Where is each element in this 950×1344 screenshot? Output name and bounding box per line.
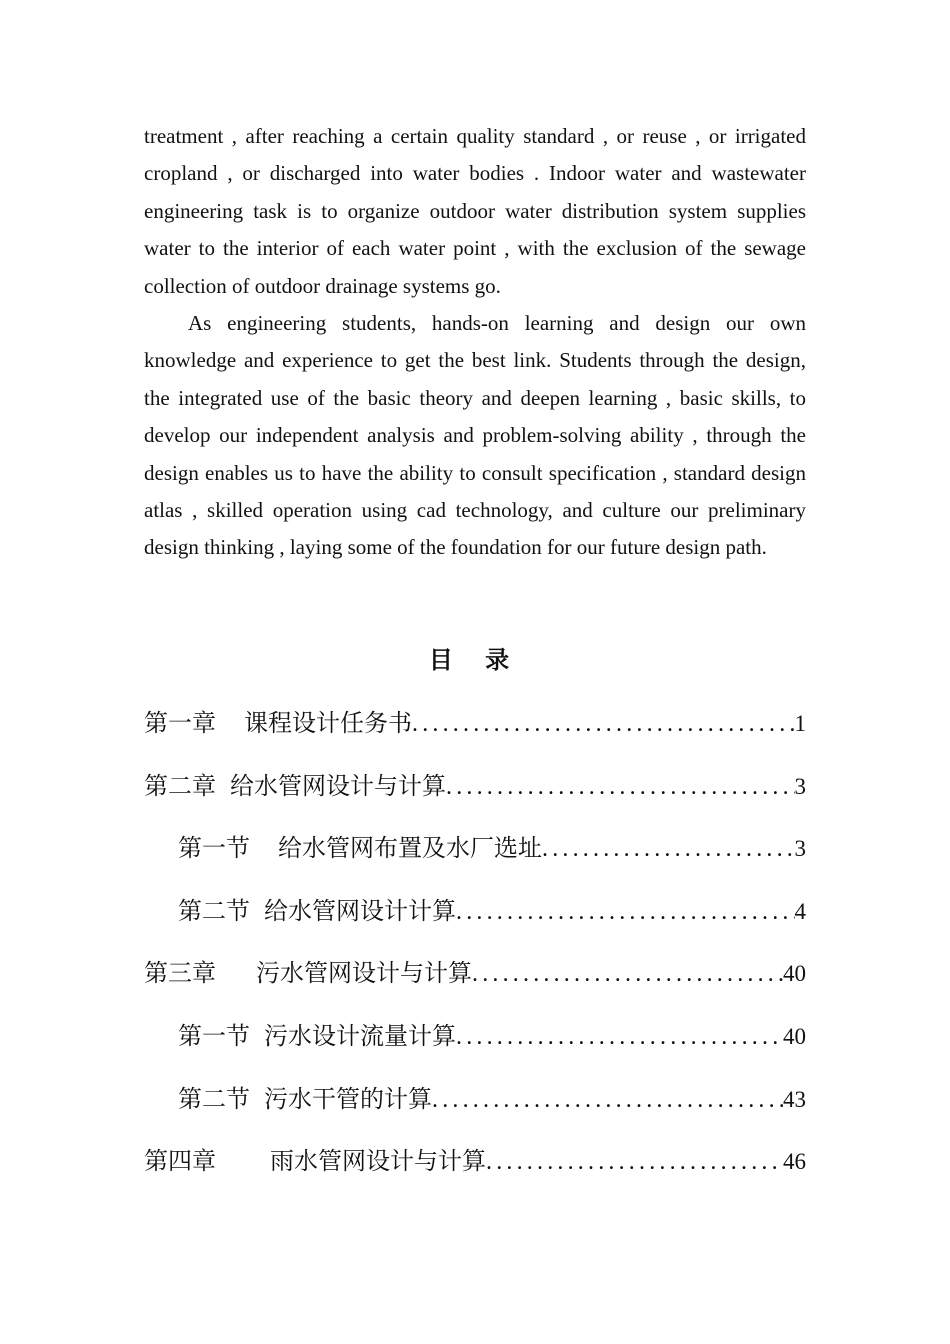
toc-entry-text: 给水管网布置及水厂选址 (278, 834, 542, 863)
toc-entry-page: 1 (794, 711, 806, 736)
toc-entry-number: 第二节 (178, 1084, 250, 1113)
toc-leader-dots (542, 836, 795, 863)
toc-leader-dots (456, 1024, 783, 1051)
toc-entry-number: 第一章 (144, 709, 216, 737)
toc-entry-section-2-1[interactable] (144, 828, 806, 891)
toc-entry-text: 给水管网设计计算 (264, 896, 456, 925)
toc-entry-page: 40 (783, 1023, 806, 1049)
toc-entry-page: 40 (783, 961, 806, 987)
toc-entry-page: 3 (794, 836, 806, 862)
toc-entry-page: 4 (794, 898, 806, 924)
toc-leader-dots (456, 899, 795, 926)
toc-entry-page: 3 (794, 773, 806, 799)
toc-entry-text: 污水设计流量计算 (264, 1021, 456, 1050)
toc-leader-dots (446, 774, 795, 801)
abstract-paragraph-1: treatment , after reaching a certain quality standard , or reuse , or irrigated cropland , or discharged into water bodies . Indoor water and wastewater engineering task is to organize outdoor water distribution system supplies water to the interior of each water point , with the exclusion of the sewage collection of outdoor drainage systems go. (144, 124, 806, 298)
toc-entry-section-3-2[interactable] (144, 1079, 806, 1142)
toc-entry-number: 第一节 (178, 834, 250, 863)
toc-title: 目 录 (428, 646, 522, 674)
toc-entry-text: 给水管网设计与计算 (230, 771, 446, 800)
toc-entry-chapter-2[interactable] (144, 766, 806, 829)
toc-entry-number: 第二章 (144, 771, 216, 800)
toc-leader-dots (472, 961, 783, 988)
toc-entry-chapter-3[interactable] (144, 953, 806, 1016)
toc-entry-number: 第四章 (144, 1147, 216, 1176)
toc-entry-text: 课程设计任务书 (244, 709, 412, 737)
toc-entry-number: 第一节 (178, 1021, 250, 1050)
document-page (144, 118, 806, 1176)
abstract-paragraph-2: As engineering students, hands-on learning and design our own knowledge and experience to get the best link. Students through the design, the integrated use of the basic theory and deepen learning , basic skills, to develop our independent analysis and problem-solving ability , through the design enables us to have the ability to consult specification , standard design atlas , skilled operation using cad technology, and culture our preliminary design thinking , laying some of the foundation for our future design path. (144, 311, 806, 560)
toc-entry-number: 第二节 (178, 896, 250, 925)
toc-entry-text: 污水管网设计与计算 (256, 959, 472, 988)
table-of-contents (144, 703, 806, 1204)
toc-entry-section-2-2[interactable] (144, 891, 806, 954)
toc-leader-dots (486, 1149, 783, 1176)
toc-leader-dots (412, 711, 795, 738)
toc-entry-number: 第三章 (144, 959, 216, 988)
toc-entry-chapter-1[interactable] (144, 703, 806, 766)
toc-entry-text: 雨水管网设计与计算 (270, 1147, 486, 1176)
toc-entry-page: 43 (783, 1086, 806, 1112)
toc-entry-section-3-1[interactable] (144, 1016, 806, 1079)
toc-entry-page: 46 (783, 1149, 806, 1175)
toc-entry-chapter-4[interactable] (144, 1141, 806, 1204)
toc-entry-text: 污水干管的计算 (264, 1084, 432, 1113)
toc-leader-dots (432, 1087, 783, 1114)
